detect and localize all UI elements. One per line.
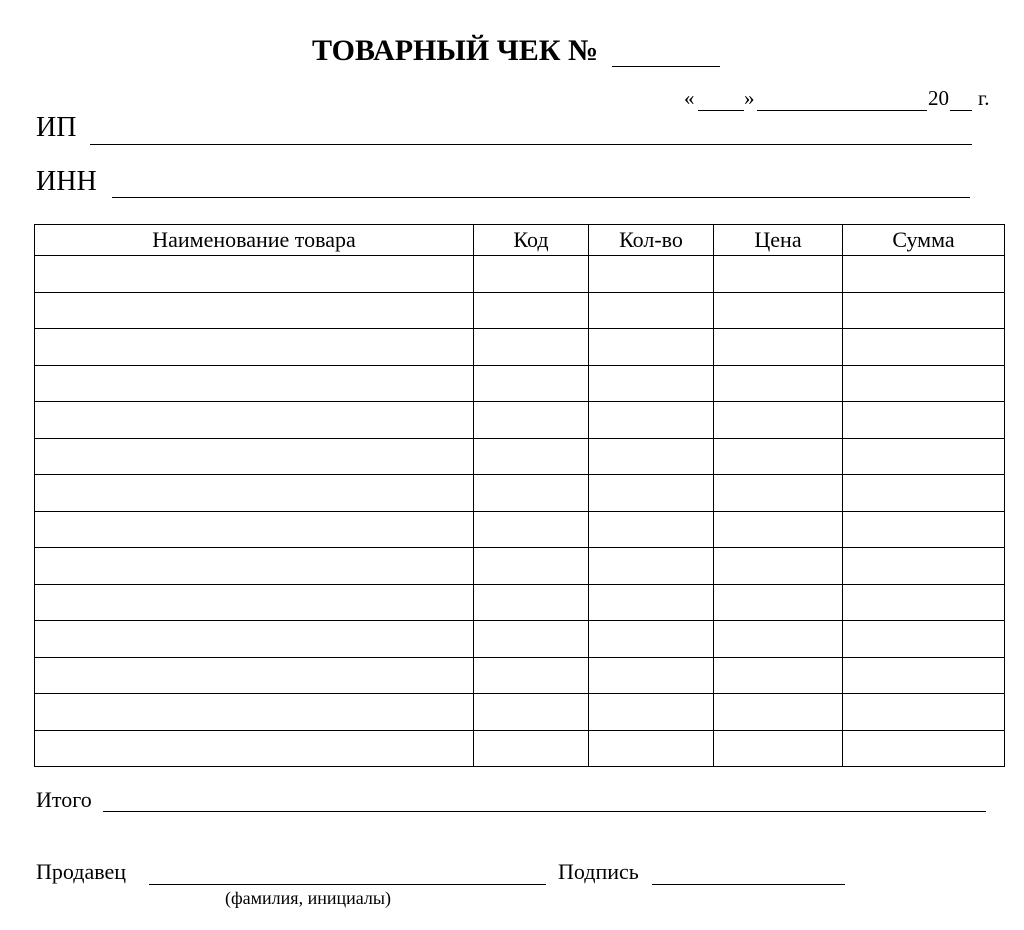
- header-quantity: Кол-во: [589, 225, 714, 256]
- cell-sum[interactable]: [843, 475, 1005, 512]
- cell-quantity[interactable]: [589, 256, 714, 293]
- table-row: [35, 694, 1005, 731]
- cell-quantity[interactable]: [589, 329, 714, 366]
- header-price: Цена: [714, 225, 843, 256]
- table-row: [35, 329, 1005, 366]
- cell-price[interactable]: [714, 365, 843, 402]
- cell-sum[interactable]: [843, 365, 1005, 402]
- date-open-quote: «: [684, 86, 695, 110]
- cell-item-name[interactable]: [35, 256, 474, 293]
- table-row: [35, 256, 1005, 293]
- cell-sum[interactable]: [843, 329, 1005, 366]
- cell-sum[interactable]: [843, 292, 1005, 329]
- cell-item-name[interactable]: [35, 657, 474, 694]
- cell-quantity[interactable]: [589, 730, 714, 767]
- cell-sum[interactable]: [843, 256, 1005, 293]
- cell-sum[interactable]: [843, 548, 1005, 585]
- cell-quantity[interactable]: [589, 511, 714, 548]
- table-row: [35, 657, 1005, 694]
- table-row: [35, 511, 1005, 548]
- cell-code[interactable]: [474, 730, 589, 767]
- cell-price[interactable]: [714, 694, 843, 731]
- cell-sum[interactable]: [843, 402, 1005, 439]
- cell-code[interactable]: [474, 584, 589, 621]
- table-row: [35, 292, 1005, 329]
- table-row: [35, 438, 1005, 475]
- date-day-blank[interactable]: [698, 110, 744, 111]
- cell-item-name[interactable]: [35, 621, 474, 658]
- cell-sum[interactable]: [843, 694, 1005, 731]
- seller-field[interactable]: [149, 884, 546, 885]
- cell-price[interactable]: [714, 621, 843, 658]
- cell-quantity[interactable]: [589, 657, 714, 694]
- header-code: Код: [474, 225, 589, 256]
- cell-code[interactable]: [474, 621, 589, 658]
- date-year-suffix: г.: [978, 86, 990, 110]
- table-row: [35, 365, 1005, 402]
- header-item-name: Наименование товара: [35, 225, 474, 256]
- cell-quantity[interactable]: [589, 292, 714, 329]
- cell-price[interactable]: [714, 256, 843, 293]
- cell-sum[interactable]: [843, 657, 1005, 694]
- total-field[interactable]: [103, 811, 986, 812]
- cell-code[interactable]: [474, 657, 589, 694]
- cell-item-name[interactable]: [35, 548, 474, 585]
- cell-item-name[interactable]: [35, 511, 474, 548]
- cell-quantity[interactable]: [589, 621, 714, 658]
- date-close-quote: »: [744, 86, 755, 110]
- cell-sum[interactable]: [843, 730, 1005, 767]
- table-row: [35, 475, 1005, 512]
- cell-price[interactable]: [714, 584, 843, 621]
- table-row: [35, 730, 1005, 767]
- cell-sum[interactable]: [843, 511, 1005, 548]
- table-header-row: [35, 225, 1005, 256]
- cell-code[interactable]: [474, 475, 589, 512]
- cell-item-name[interactable]: [35, 438, 474, 475]
- date-month-blank[interactable]: [757, 110, 927, 111]
- cell-code[interactable]: [474, 438, 589, 475]
- cell-item-name[interactable]: [35, 292, 474, 329]
- cell-item-name[interactable]: [35, 402, 474, 439]
- table-row: [35, 584, 1005, 621]
- receipt-title: ТОВАРНЫЙ ЧЕК №: [312, 34, 599, 67]
- receipt-number-blank[interactable]: [612, 66, 720, 67]
- cell-code[interactable]: [474, 402, 589, 439]
- ip-label: ИП: [36, 112, 77, 143]
- cell-price[interactable]: [714, 402, 843, 439]
- cell-item-name[interactable]: [35, 475, 474, 512]
- cell-code[interactable]: [474, 329, 589, 366]
- table-row: [35, 402, 1005, 439]
- cell-price[interactable]: [714, 292, 843, 329]
- cell-quantity[interactable]: [589, 548, 714, 585]
- inn-field[interactable]: [112, 197, 970, 198]
- cell-quantity[interactable]: [589, 584, 714, 621]
- cell-quantity[interactable]: [589, 475, 714, 512]
- signature-field[interactable]: [652, 884, 845, 885]
- cell-price[interactable]: [714, 329, 843, 366]
- seller-hint: (фамилия, инициалы): [225, 888, 391, 908]
- cell-code[interactable]: [474, 511, 589, 548]
- inn-label: ИНН: [36, 166, 97, 197]
- cell-quantity[interactable]: [589, 365, 714, 402]
- total-label: Итого: [36, 787, 92, 812]
- cell-price[interactable]: [714, 438, 843, 475]
- cell-item-name[interactable]: [35, 584, 474, 621]
- cell-code[interactable]: [474, 292, 589, 329]
- items-table: [34, 224, 1005, 767]
- cell-price[interactable]: [714, 730, 843, 767]
- cell-price[interactable]: [714, 475, 843, 512]
- cell-item-name[interactable]: [35, 730, 474, 767]
- cell-code[interactable]: [474, 548, 589, 585]
- cell-price[interactable]: [714, 657, 843, 694]
- items-table-body: [35, 256, 1005, 767]
- cell-sum[interactable]: [843, 584, 1005, 621]
- cell-code[interactable]: [474, 694, 589, 731]
- cell-price[interactable]: [714, 511, 843, 548]
- table-row: [35, 621, 1005, 658]
- cell-quantity[interactable]: [589, 694, 714, 731]
- cell-quantity[interactable]: [589, 438, 714, 475]
- cell-code[interactable]: [474, 256, 589, 293]
- cell-code[interactable]: [474, 365, 589, 402]
- date-year-blank[interactable]: [950, 110, 972, 111]
- seller-label: Продавец: [36, 859, 127, 884]
- cell-sum[interactable]: [843, 438, 1005, 475]
- cell-item-name[interactable]: [35, 329, 474, 366]
- date-year-prefix: 20: [928, 86, 949, 110]
- signature-label: Подпись: [558, 859, 639, 884]
- table-row: [35, 548, 1005, 585]
- cell-sum[interactable]: [843, 621, 1005, 658]
- cell-item-name[interactable]: [35, 365, 474, 402]
- cell-quantity[interactable]: [589, 402, 714, 439]
- cell-item-name[interactable]: [35, 694, 474, 731]
- ip-field[interactable]: [90, 144, 972, 145]
- cell-price[interactable]: [714, 548, 843, 585]
- header-sum: Сумма: [843, 225, 1005, 256]
